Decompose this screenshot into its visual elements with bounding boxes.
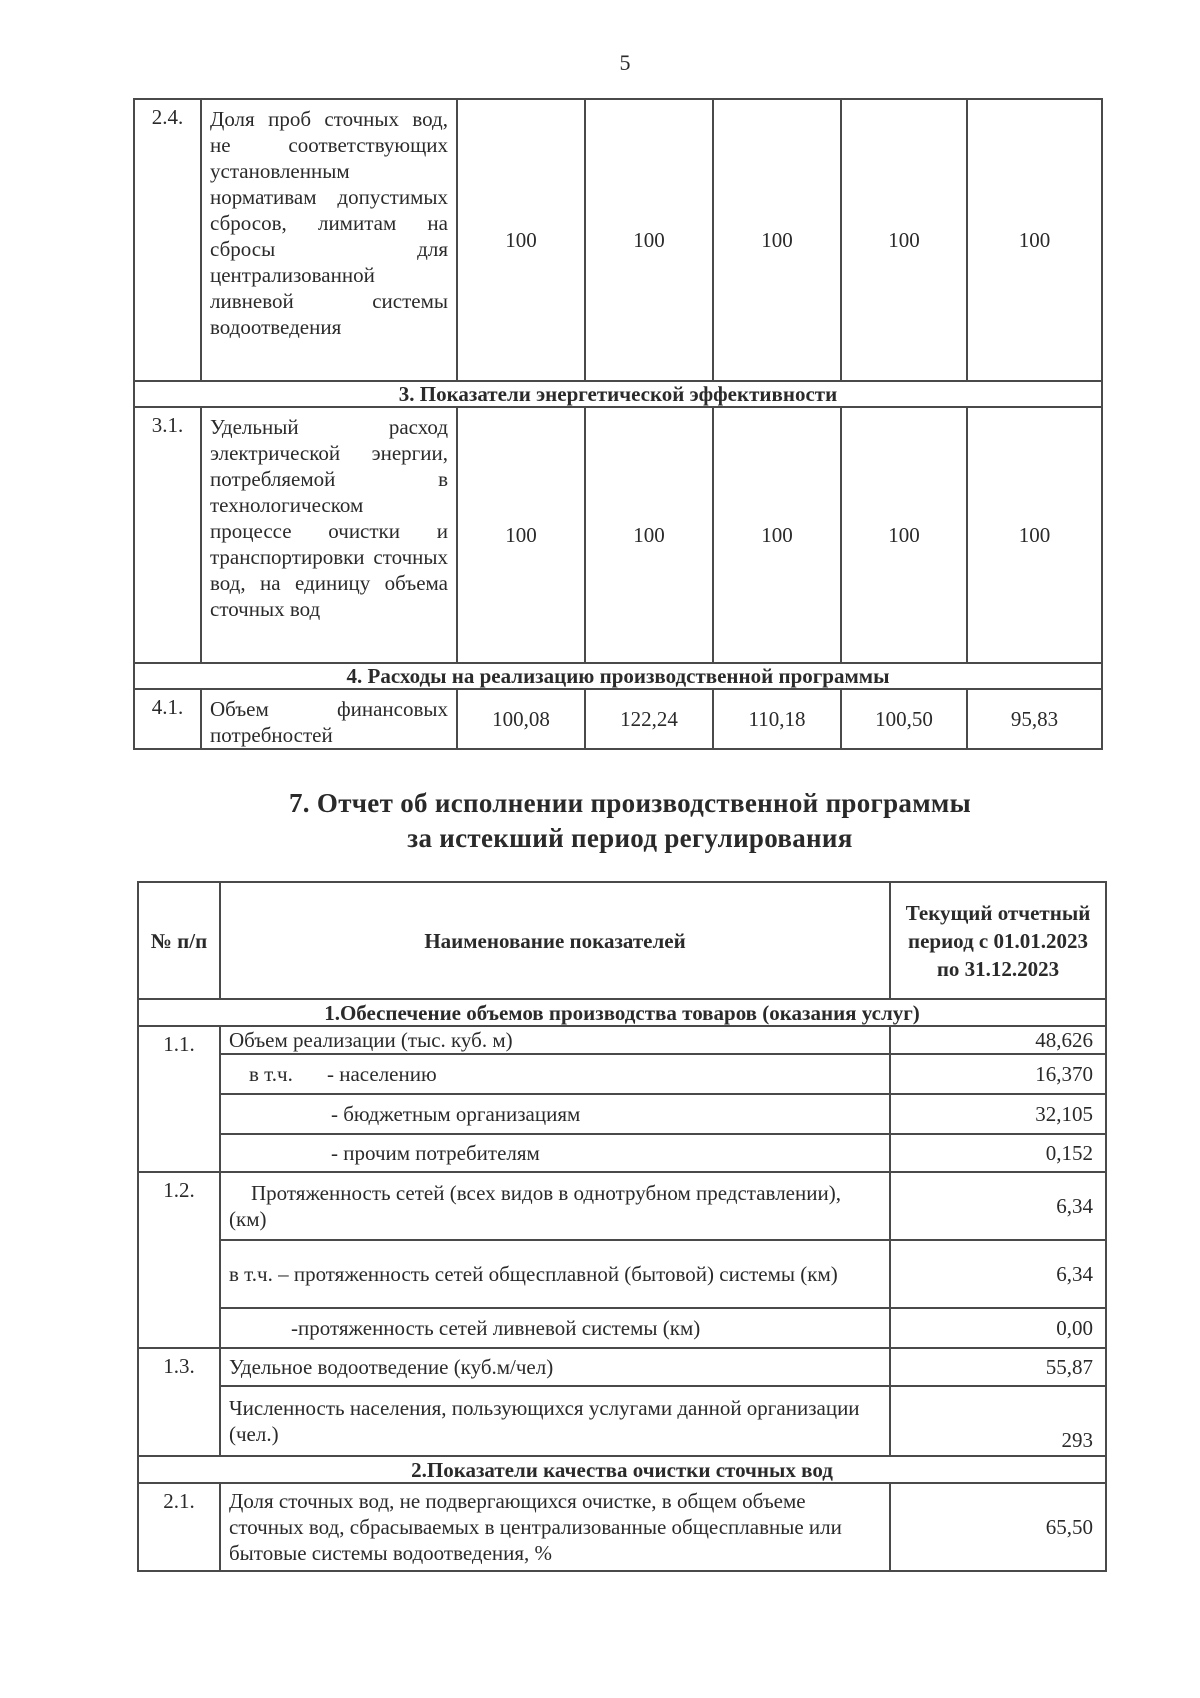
value-cell: 100: [967, 407, 1102, 663]
indicator-name: - прочим потребителям: [220, 1134, 890, 1172]
table-row-1-3-a: [138, 1386, 1106, 1456]
section-heading-line2: за истекший период регулирования: [407, 823, 853, 853]
section-header-row: [134, 663, 1102, 689]
section-title: 4. Расходы на реализацию производственной программы: [134, 663, 1102, 689]
value-cell: 100: [841, 99, 967, 381]
value-cell: 293: [890, 1386, 1106, 1456]
table-row-4-1: [134, 689, 1102, 749]
value-cell: 100: [713, 99, 841, 381]
value-cell: 16,370: [890, 1054, 1106, 1094]
row-number: 1.1.: [138, 1026, 220, 1172]
section-header-row: [134, 381, 1102, 407]
table-row-1-1-c: [138, 1134, 1106, 1172]
row-number: 1.3.: [138, 1348, 220, 1456]
value-cell: 122,24: [585, 689, 713, 749]
value-cell: 55,87: [890, 1348, 1106, 1386]
indicators-table-continued: [133, 98, 1103, 750]
row-number: 4.1.: [134, 689, 201, 749]
section-heading-line1: 7. Отчет об исполнении производственной программы: [289, 788, 971, 818]
table-row-1-3: [138, 1348, 1106, 1386]
value-cell: 95,83: [967, 689, 1102, 749]
value-cell: 100: [585, 407, 713, 663]
indicator-name: Удельный расход электрической энергии, потребляемой в технологическом процессе очистки и транспортировки сточных вод, на единицу объема сточных вод: [201, 407, 457, 663]
indicator-name: - бюджетным организациям: [220, 1094, 890, 1134]
section-title: 3. Показатели энергетической эффективности: [134, 381, 1102, 407]
column-header-number: № п/п: [138, 882, 220, 999]
table-row-2-1: [138, 1483, 1106, 1571]
page-number: 5: [619, 50, 631, 75]
prefix-text: в т.ч.: [249, 1062, 293, 1086]
section-title: 1.Обеспечение объемов производства товаров (оказания услуг): [138, 999, 1106, 1026]
table-row-1-2-a: [138, 1240, 1106, 1308]
value-cell: 32,105: [890, 1094, 1106, 1134]
row-number: 2.1.: [138, 1483, 220, 1571]
section-header-row: [138, 999, 1106, 1026]
indicator-name: Удельное водоотведение (куб.м/чел): [220, 1348, 890, 1386]
table-row-1-2: [138, 1172, 1106, 1240]
value-cell: 6,34: [890, 1172, 1106, 1240]
indicator-name: Доля сточных вод, не подвергающихся очистке, в общем объеме сточных вод, сбрасываемых в централизованные общесплавные или бытовые системы водоотведения, %: [220, 1483, 890, 1571]
section-title: 2.Показатели качества очистки сточных вод: [138, 1456, 1106, 1483]
program-report-table: [137, 881, 1107, 1572]
value-cell: 100: [457, 407, 585, 663]
indicator-name: Численность населения, пользующихся услугами данной организации (чел.): [220, 1386, 890, 1456]
table-row-1-1: [138, 1026, 1106, 1054]
value-cell: 100,08: [457, 689, 585, 749]
row-number: 1.2.: [138, 1172, 220, 1348]
value-cell: 100: [713, 407, 841, 663]
table-row-1-2-b: [138, 1308, 1106, 1348]
value-cell: 100: [841, 407, 967, 663]
table-header-row: [138, 882, 1106, 999]
indicator-name: [220, 1054, 890, 1094]
value-cell: 6,34: [890, 1240, 1106, 1308]
indicator-name: Объем реализации (тыс. куб. м): [220, 1026, 890, 1054]
table-row-1-1-a: [138, 1054, 1106, 1094]
value-cell: 100,50: [841, 689, 967, 749]
value-cell: 0,152: [890, 1134, 1106, 1172]
row-number: 3.1.: [134, 407, 201, 663]
value-cell: 100: [585, 99, 713, 381]
value-cell: 110,18: [713, 689, 841, 749]
table-row-2-4: [134, 99, 1102, 381]
section-header-row: [138, 1456, 1106, 1483]
indicator-name: Доля проб сточных вод, не соответствующих установленным нормативам допустимых сбросов, лимитам на сбросы для централизованной ливневой системы водоотведения: [201, 99, 457, 381]
value-cell: 65,50: [890, 1483, 1106, 1571]
indicator-name: в т.ч. – протяженность сетей общесплавной (бытовой) системы (км): [220, 1240, 890, 1308]
indicator-name: -протяженность сетей ливневой системы (км): [220, 1308, 890, 1348]
table-row-3-1: [134, 407, 1102, 663]
value-cell: 48,626: [890, 1026, 1106, 1054]
indicator-name: Протяженность сетей (всех видов в однотрубном представлении), (км): [220, 1172, 890, 1240]
indicator-sub-label: - населению: [327, 1062, 437, 1086]
value-cell: 100: [457, 99, 585, 381]
value-cell: 100: [967, 99, 1102, 381]
value-cell: 0,00: [890, 1308, 1106, 1348]
indicator-name: Объем финансовых потребностей: [201, 689, 457, 749]
column-header-name: Наименование показателей: [220, 882, 890, 999]
table-row-1-1-b: [138, 1094, 1106, 1134]
row-number: 2.4.: [134, 99, 201, 381]
column-header-period: Текущий отчетный период с 01.01.2023 по 31.12.2023: [890, 882, 1106, 999]
